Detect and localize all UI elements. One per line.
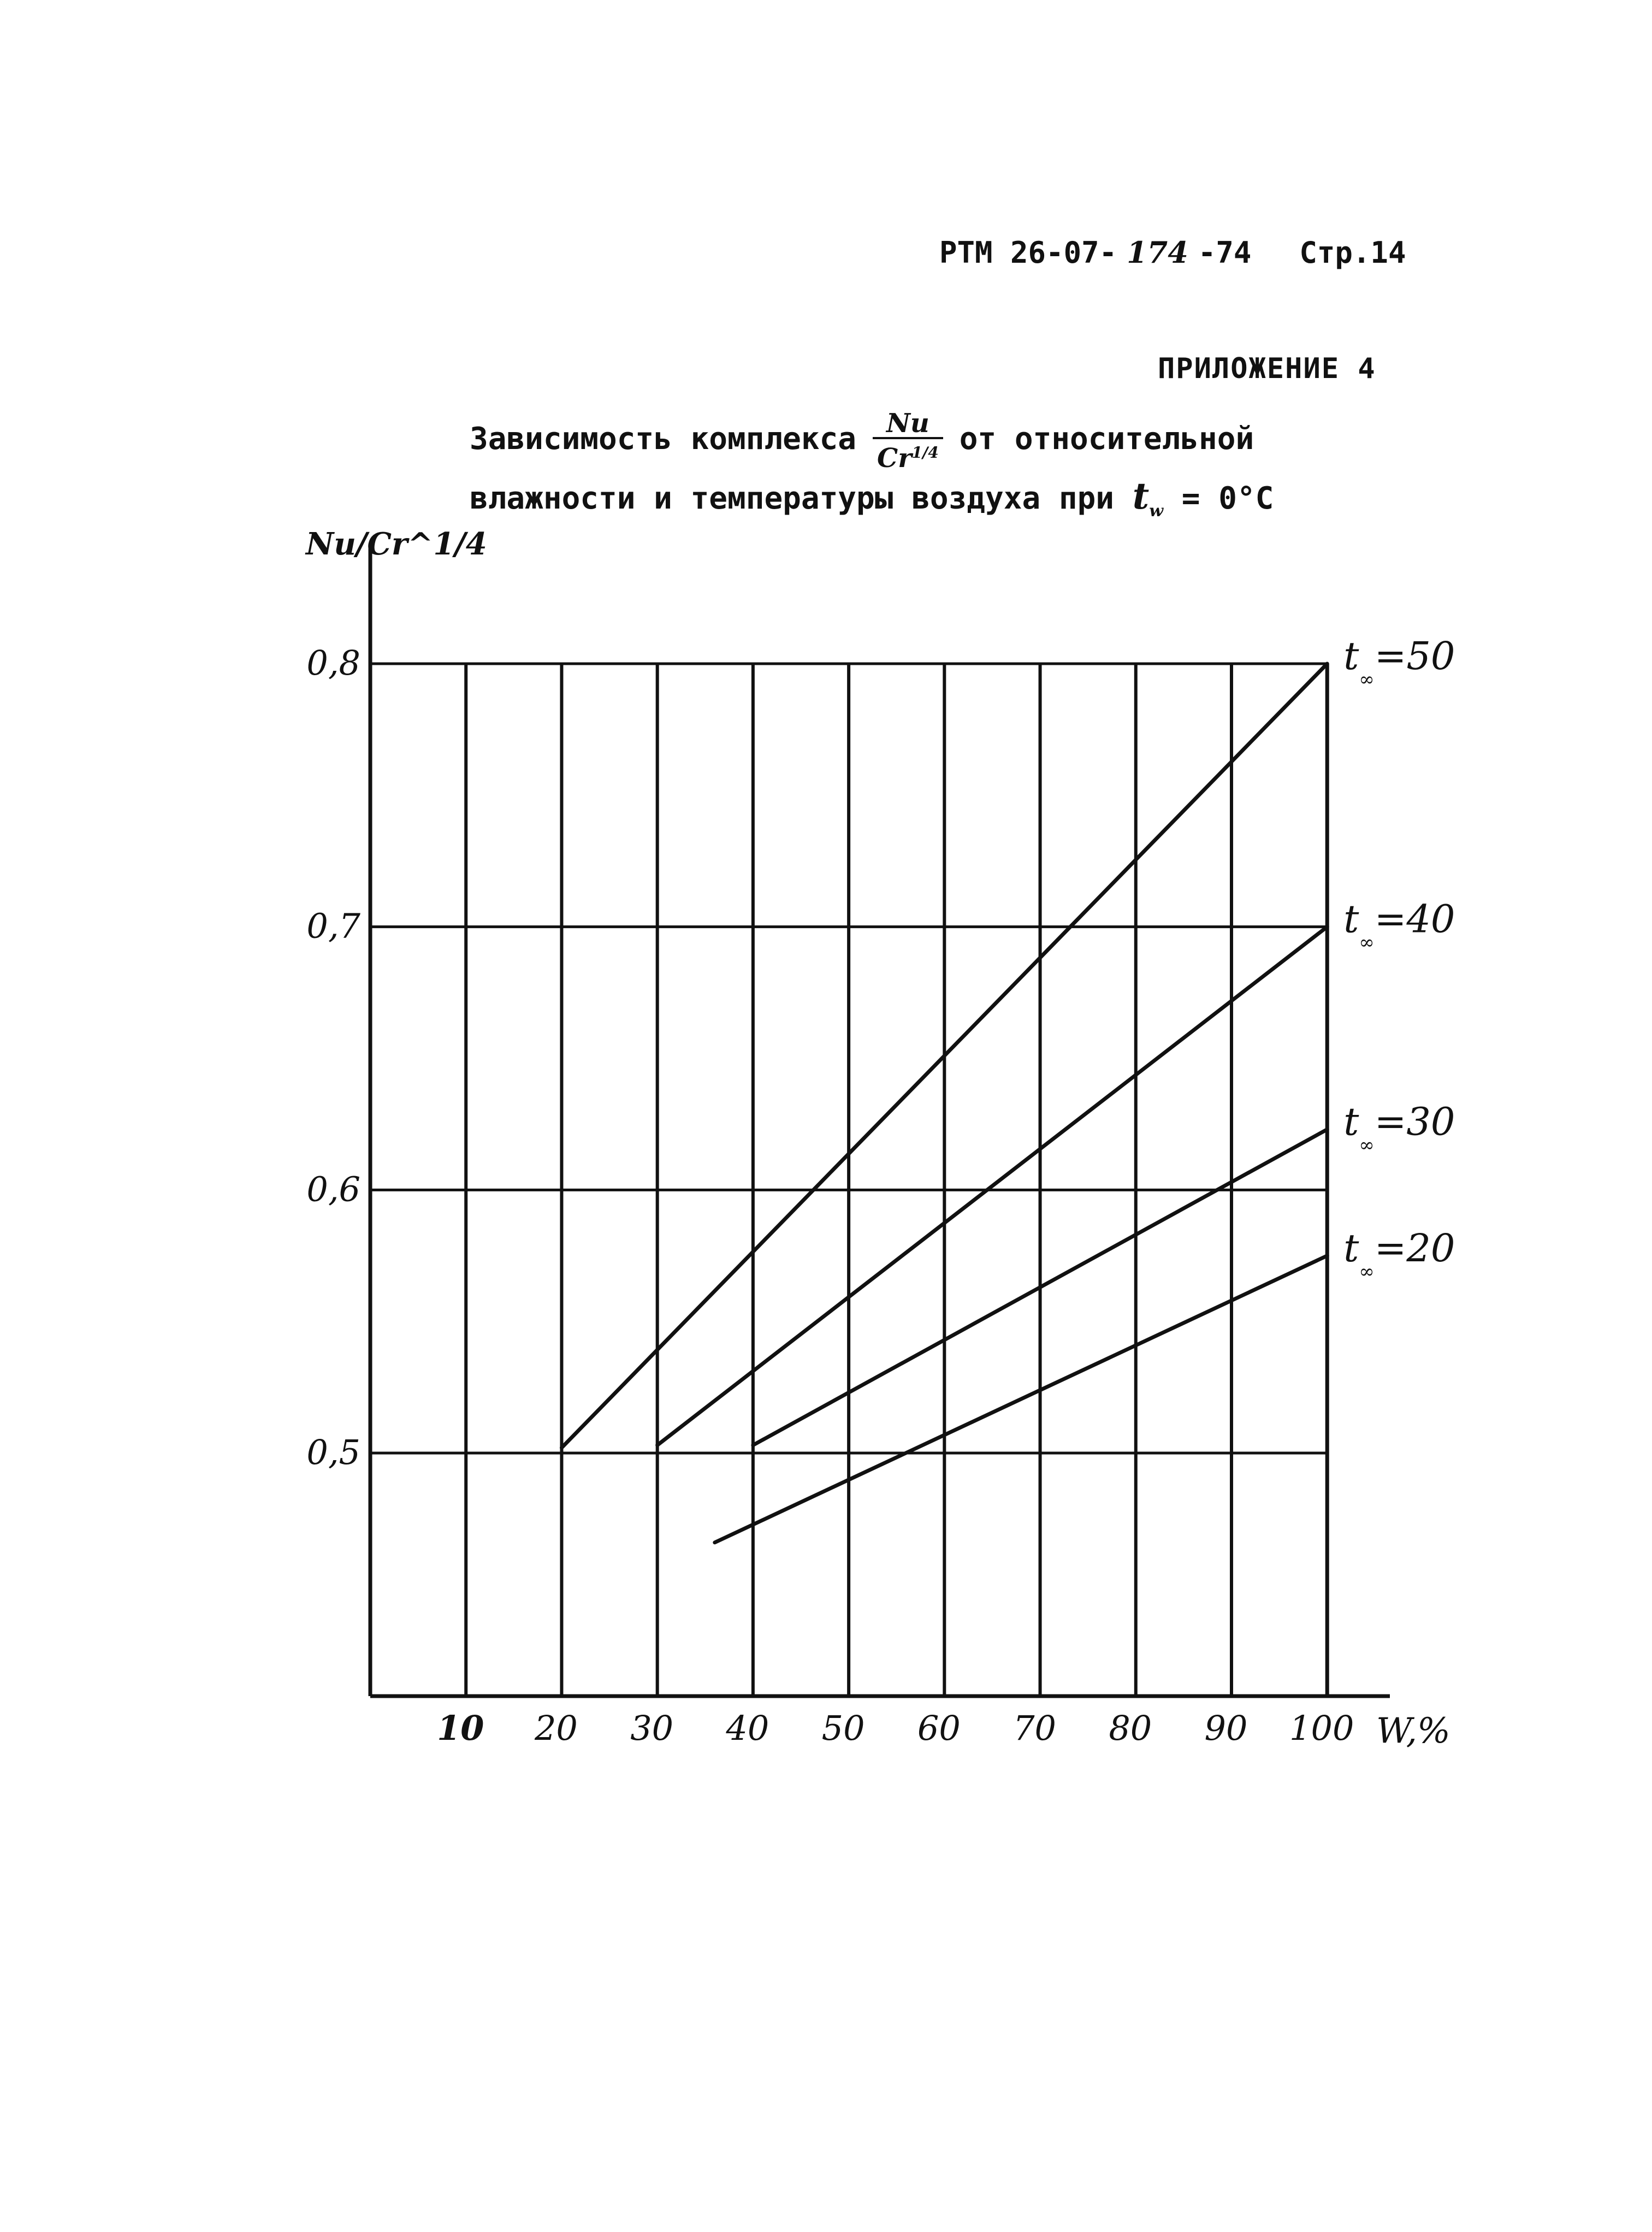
series-label-var: t [1343,634,1359,678]
x-tick-label-30: 30 [630,1708,674,1748]
title-var-t: t [1132,475,1150,517]
page-number: Стр.14 [1299,235,1406,270]
doc-number: 174 [1127,235,1188,270]
x-axis-label: W,% [1376,1711,1450,1751]
doc-code-prefix: РТМ 26-07- [939,235,1117,270]
vertical-grid [466,664,1327,1696]
series-label-value: =50 [1374,634,1455,678]
title-var-sub: w [1149,501,1164,521]
title-part-2: от относительной [959,421,1254,457]
series-label-var: t [1343,896,1359,942]
series-label-var: t [1343,1225,1359,1271]
series-label-1 [1343,634,1455,690]
x-tick-label-50: 50 [821,1708,865,1748]
series-label-value: =40 [1374,896,1455,942]
series-label-value: =30 [1374,1099,1455,1144]
series-label-sub: ∞ [1359,669,1375,690]
x-tick-label-90: 90 [1204,1708,1248,1748]
x-tick-label-60: 60 [917,1708,961,1748]
title-equals: = 0°C [1181,481,1274,516]
x-tick-label-10: 10 [437,1708,484,1748]
doc-year: -74 [1198,235,1252,270]
y-tick-label-0,7: 0,7 [306,906,360,946]
y-tick-label-0,8: 0,8 [306,643,360,683]
appendix-label: ПРИЛОЖЕНИЕ 4 [1158,352,1376,385]
x-tick-label-40: 40 [726,1708,769,1748]
y-tick-label-0,5: 0,5 [306,1432,360,1472]
series-label-2 [1343,897,1455,954]
series-labels [1343,634,1455,1283]
series-label-value: =20 [1374,1225,1455,1271]
series-label-var: t [1343,1099,1359,1144]
series-label-sub: ∞ [1359,931,1375,954]
x-tick-label-70: 70 [1013,1708,1057,1748]
series-label-3 [1343,1100,1455,1156]
x-tick-label-80: 80 [1109,1708,1152,1748]
x-tick-label-20: 20 [534,1708,578,1748]
series-label-4 [1343,1226,1455,1283]
fraction-den-base: Cr [877,443,912,474]
series-label-sub: ∞ [1359,1260,1375,1283]
title-part-1: Зависимость комплекса [470,421,857,457]
x-tick-label-100: 100 [1289,1708,1354,1748]
series-label-sub: ∞ [1359,1134,1375,1156]
fraction-den-exp: 1/4 [911,444,939,462]
y-tick-labels [306,643,360,1472]
x-tick-labels [437,1708,1354,1748]
y-axis-label: Nu/Cr^1/4 [306,526,487,562]
fraction-numerator: Nu [873,410,943,439]
title-line-2-text: влажности и температуры воздуха при [470,481,1115,516]
axis-labels [305,526,1450,1751]
y-tick-label-0,6: 0,6 [306,1169,360,1209]
